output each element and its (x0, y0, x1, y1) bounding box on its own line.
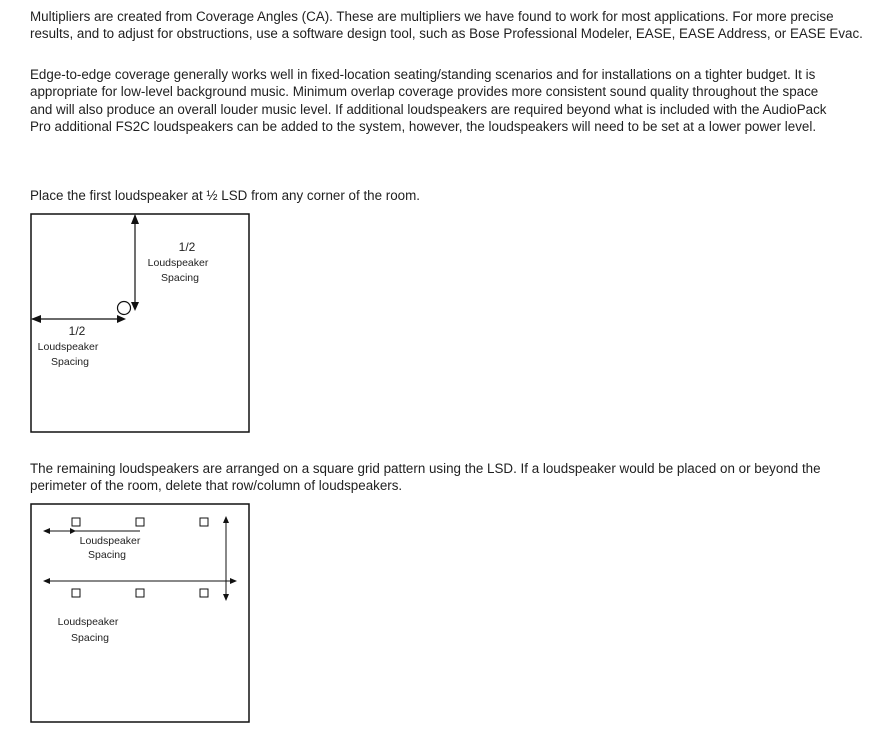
vertical-label-fraction: 1/2 (178, 240, 196, 254)
horizontal-label-line1: Loudspeaker (37, 341, 99, 353)
horizontal-half-spacing-arrow (31, 315, 126, 323)
loudspeaker-icon (200, 518, 208, 526)
loudspeaker-icon (136, 589, 144, 597)
loudspeaker-icon (72, 518, 80, 526)
bottom-label-line2: Spacing (71, 632, 109, 644)
bottom-label-line1: Loudspeaker (57, 616, 119, 628)
middle-spacing-arrow (43, 578, 237, 584)
top-label-line1: Loudspeaker (79, 535, 141, 547)
loudspeaker-icon (72, 589, 80, 597)
loudspeaker-icon (118, 302, 131, 315)
vertical-label-line1: Loudspeaker (147, 257, 209, 269)
vertical-label-line2: Spacing (161, 272, 199, 284)
vertical-half-spacing-arrow (131, 214, 139, 311)
top-label-line2: Spacing (88, 549, 126, 561)
coverage-paragraph: Edge-to-edge coverage generally works well in fixed-location seating/standing scenarios and for installations on a tighter budget. It is appropriate for low-level background music. Minimum overlap coverage provides more consistent sound quality throughout the space and will also produce an overall louder music level. If additional loudspeakers are required beyond what is included with the AudioPack Pro additional FS2C loudspeakers can be added to the system, however, the loudspeakers will need to be set at a lower power level. (30, 67, 827, 135)
loudspeaker-icon (136, 518, 144, 526)
loudspeaker-icon (200, 589, 208, 597)
intro-paragraph: Multipliers are created from Coverage Angles (CA). These are multipliers we have found to work for most applications. For more precise results, and to adjust for obstructions, use a software design tool, such as Bose Professional Modeler, EASE, EASE Address, or EASE Evac. (30, 9, 863, 42)
room-outline (31, 214, 249, 432)
top-spacing-arrow (43, 528, 140, 534)
grid-arrangement-paragraph: The remaining loudspeakers are arranged on a square grid pattern using the LSD. If a loudspeaker would be placed on or beyond the perimeter of the room, delete that row/column of loudspeakers. (30, 461, 821, 494)
vertical-spacing-arrow (223, 516, 229, 601)
first-speaker-placement-diagram (30, 213, 252, 435)
first-speaker-instruction: Place the first loudspeaker at ½ LSD from any corner of the room. (30, 188, 421, 203)
speaker-grid-diagram (30, 503, 252, 725)
horizontal-label-line2: Spacing (51, 356, 89, 368)
horizontal-label-fraction: 1/2 (68, 324, 86, 338)
